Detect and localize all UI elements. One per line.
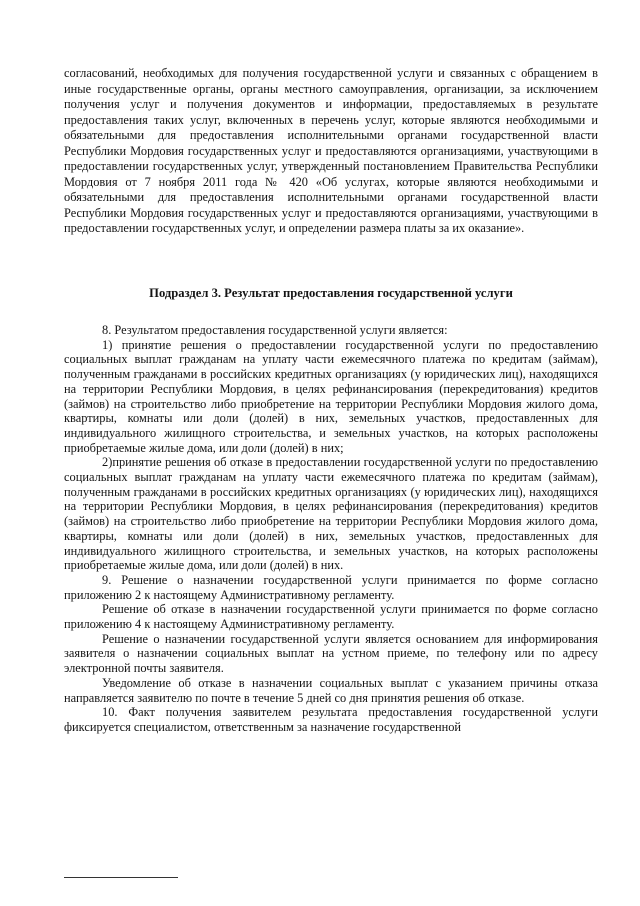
paragraph-result-intro: 8. Результатом предоставления государственной услуги является: [102, 323, 448, 337]
intro-text-block [64, 66, 598, 237]
intro-paragraph: согласований, необходимых для получения государственной услуги и связанных с обращением в иные государственные органы, органы местного самоуправления, организации, за исключением получения услуг и получения документов и информации, предоставляемых в результате предоставления таких услуг, включенных в перечень услуг, которые являются необходимыми и обязательными для предоставления исполнительными органами государственной власти Республики Мордовия государственных услуг и предоставляются организациями, участвующими в предоставлении государственных услуг, утвержденный постановлением Правительства Республики Мордовия от 7 ноября 2011 года № 420 «Об услугах, которые являются необходимыми и обязательными для предоставления исполнительными органами государственной власти Республики Мордовия государственных услуг и предоставляются организациями, участвующими в предоставлении государственных услуг, и определении размера платы за их оказание». [64, 66, 598, 236]
paragraph-result-item-1: 1) принятие решения о предоставлении государственной услуги по предоставлению социальных выплат гражданам на уплату части ежемесячного платежа по кредитам (займам), полученным гражданами в российских кредитных организациях (у юридических лиц), находящихся на территории Республики Мордовия, в целях рефинансирования (перекредитования) кредитов (займов) на строительство либо приобретение на территории Республики Мордовия жилого дома, квартиры, комнаты или доли (долей) в них, земельных участков, предоставленных для индивидуального жилищного строительства, и земельных участков, на которых расположены приобретаемые жилые дома, или доли (долей) в них; [64, 337, 598, 455]
footnote-divider [64, 877, 178, 878]
section-body [64, 323, 598, 735]
paragraph-receipt-fact: 10. Факт получения заявителем результата предоставления государственной услуги фиксируется специалистом, ответственным за назначение государственной [64, 705, 598, 734]
paragraph-informing: Решение о назначении государственной услуги является основанием для информирования заявителя о назначении социальных выплат на устном приеме, по телефону или по адресу электронной почты заявителя. [64, 631, 598, 676]
paragraph-result-item-2: 2)принятие решения об отказе в предоставлении государственной услуги по предоставлению социальных выплат гражданам на уплату части ежемесячного платежа по кредитам (займам), полученным гражданами в российских кредитных организациях (у юридических лиц), находящихся на территории Республики Мордовия, в целях рефинансирования (перекредитования) кредитов (займов) на строительство либо приобретение на территории Республики Мордовия жилого дома, квартиры, комнаты или доли (долей) в них, земельных участков, предоставленных для индивидуального жилищного строительства, и земельных участков, на которых расположены приобретаемые жилые дома, или доли (долей) в них. [64, 455, 598, 573]
paragraph-decision-form: 9. Решение о назначении государственной услуги принимается по форме согласно приложению 2 к настоящему Административному регламенту. [64, 572, 598, 602]
paragraph-refusal-form: Решение об отказе в назначении государственной услуги принимается по форме согласно приложению 4 к настоящему Административному регламенту. [64, 602, 598, 632]
section-heading: Подраздел 3. Результат предоставления государственной услуги [149, 286, 513, 300]
paragraph-refusal-notice: Уведомление об отказе в назначении социальных выплат с указанием причины отказа направляется заявителю по почте в течение 5 дней со дня принятия решения об отказе. [64, 675, 598, 705]
